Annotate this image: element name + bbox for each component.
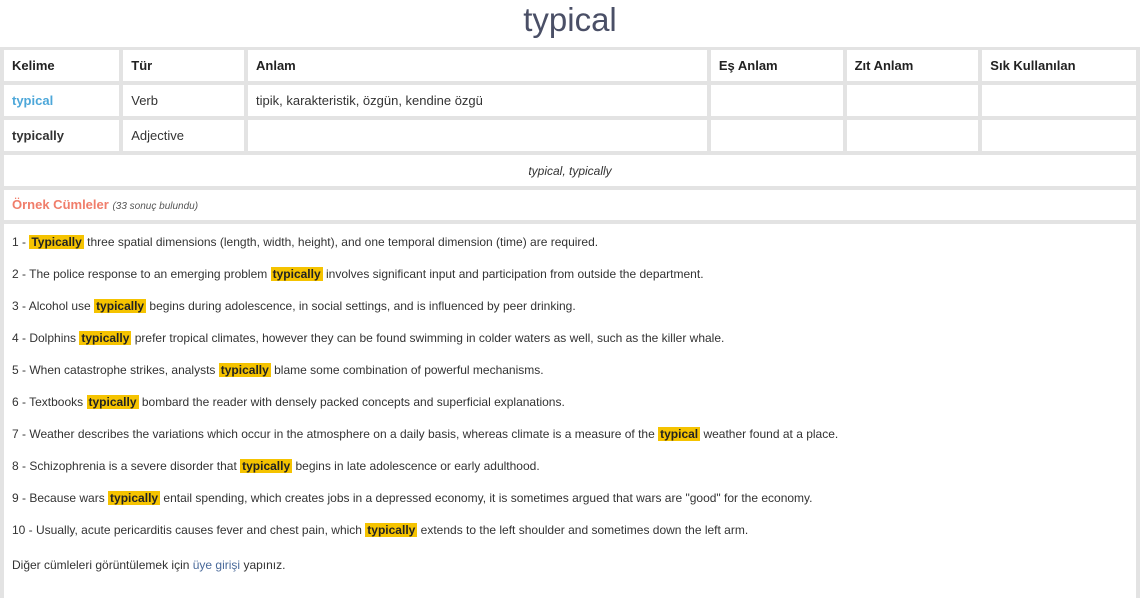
- example-sentence: [12, 390, 1128, 422]
- sentence-text: When catastrophe strikes, analysts: [29, 363, 219, 377]
- example-sentence: [12, 518, 1128, 550]
- sentence-text: prefer tropical climates, however they can be found swimming in colder waters as well, such as the killer whale.: [131, 331, 725, 345]
- sentence-text: extends to the left shoulder and sometimes down the left arm.: [417, 523, 749, 537]
- header-zit-anlam: Zıt Anlam: [847, 50, 979, 81]
- example-sentence: [12, 358, 1128, 390]
- forms-row: [4, 155, 1136, 186]
- sentence-text: Textbooks: [29, 395, 87, 409]
- meaning-cell: [248, 120, 707, 151]
- sentence-text: three spatial dimensions (length, width, height), and one temporal dimension (time) are required.: [83, 235, 599, 249]
- example-sentence: [12, 294, 1128, 326]
- header-sik-kullanilan: Sık Kullanılan: [982, 50, 1136, 81]
- sentence-number: 5 -: [12, 363, 30, 377]
- examples-list: [4, 224, 1136, 598]
- synonym-cell: [711, 85, 843, 116]
- page-title: typical: [523, 1, 617, 38]
- sentence-text: bombard the reader with densely packed concepts and superficial explanations.: [138, 395, 565, 409]
- example-sentence: [12, 326, 1128, 358]
- highlighted-word: typically: [88, 395, 137, 409]
- examples-count: (33 sonuç bulundu): [112, 201, 199, 212]
- example-sentence: [12, 454, 1128, 486]
- login-prompt-before: Diğer cümleleri görüntülemek için: [12, 558, 193, 572]
- sentence-text: involves significant input and participation from outside the department.: [322, 267, 704, 281]
- table-row: [4, 120, 1136, 151]
- antonym-cell: [847, 120, 979, 151]
- sentence-number: 10 -: [12, 523, 37, 537]
- word-table: [0, 46, 1140, 190]
- highlighted-word: typically: [272, 267, 321, 281]
- highlighted-word: typically: [242, 459, 291, 473]
- examples-label: Örnek Cümleler: [12, 197, 109, 212]
- example-sentence: [12, 486, 1128, 518]
- type-cell: Adjective: [123, 120, 244, 151]
- table-header-row: [4, 50, 1136, 81]
- examples-header: [4, 190, 1136, 220]
- sentence-number: 4 -: [12, 331, 30, 345]
- highlighted-word: typically: [220, 363, 269, 377]
- synonym-cell: [711, 120, 843, 151]
- sentence-text: Alcohol use: [28, 299, 95, 313]
- login-prompt: [12, 558, 1128, 572]
- meaning-cell: tipik, karakteristik, özgün, kendine özgü: [248, 85, 707, 116]
- word-cell[interactable]: [4, 85, 119, 116]
- sentence-number: 7 -: [12, 427, 30, 441]
- sentence-number: 1 -: [12, 235, 30, 249]
- sentence-number: 6 -: [12, 395, 30, 409]
- sentence-text: begins in late adolescence or early adulthood.: [292, 459, 540, 473]
- header-es-anlam: Eş Anlam: [711, 50, 843, 81]
- word-cell: [4, 120, 119, 151]
- header-tur: Tür: [123, 50, 244, 81]
- antonym-cell: [847, 85, 979, 116]
- word-link[interactable]: typical: [12, 93, 54, 108]
- sentence-number: 3 -: [12, 299, 29, 313]
- login-prompt-after: yapınız.: [240, 558, 286, 572]
- highlighted-word: typically: [81, 331, 130, 345]
- highlighted-word: typically: [110, 491, 159, 505]
- sentence-number: 8 -: [12, 459, 30, 473]
- type-cell: Verb: [123, 85, 244, 116]
- word-forms: typical, typically: [4, 155, 1136, 186]
- example-sentence: [12, 422, 1128, 454]
- example-sentence: [12, 230, 1128, 262]
- highlighted-word: typically: [96, 299, 145, 313]
- sentence-text: The police response to an emerging problem: [29, 267, 271, 281]
- common-cell: [982, 85, 1136, 116]
- highlighted-word: typically: [367, 523, 416, 537]
- common-cell: [982, 120, 1136, 151]
- sentence-text: Weather describes the variations which occur in the atmosphere on a daily basis, whereas climate is a measure of the: [29, 427, 659, 441]
- table-row: [4, 85, 1136, 116]
- sentence-number: 9 -: [12, 491, 30, 505]
- sentence-text: Schizophrenia is a severe disorder that: [29, 459, 241, 473]
- login-link[interactable]: üye girişi: [192, 558, 241, 572]
- word-text: typically: [12, 128, 65, 143]
- header-kelime: Kelime: [4, 50, 119, 81]
- highlighted-word: typical: [660, 427, 699, 441]
- sentence-text: begins during adolescence, in social settings, and is influenced by peer drinking.: [146, 299, 576, 313]
- sentence-text: blame some combination of powerful mechanisms.: [270, 363, 544, 377]
- header-anlam: Anlam: [248, 50, 707, 81]
- sentence-text: Dolphins: [29, 331, 80, 345]
- sentence-text: Usually, acute pericarditis causes fever and chest pain, which: [36, 523, 366, 537]
- highlighted-word: Typically: [31, 235, 82, 249]
- sentence-text: Because wars: [29, 491, 109, 505]
- sentence-number: 2 -: [12, 267, 30, 281]
- sentence-text: weather found at a place.: [700, 427, 839, 441]
- sentence-text: entail spending, which creates jobs in a depressed economy, it is sometimes argued that wars are "good" for the economy.: [160, 491, 813, 505]
- content-area: [0, 47, 1140, 598]
- example-sentence: [12, 262, 1128, 294]
